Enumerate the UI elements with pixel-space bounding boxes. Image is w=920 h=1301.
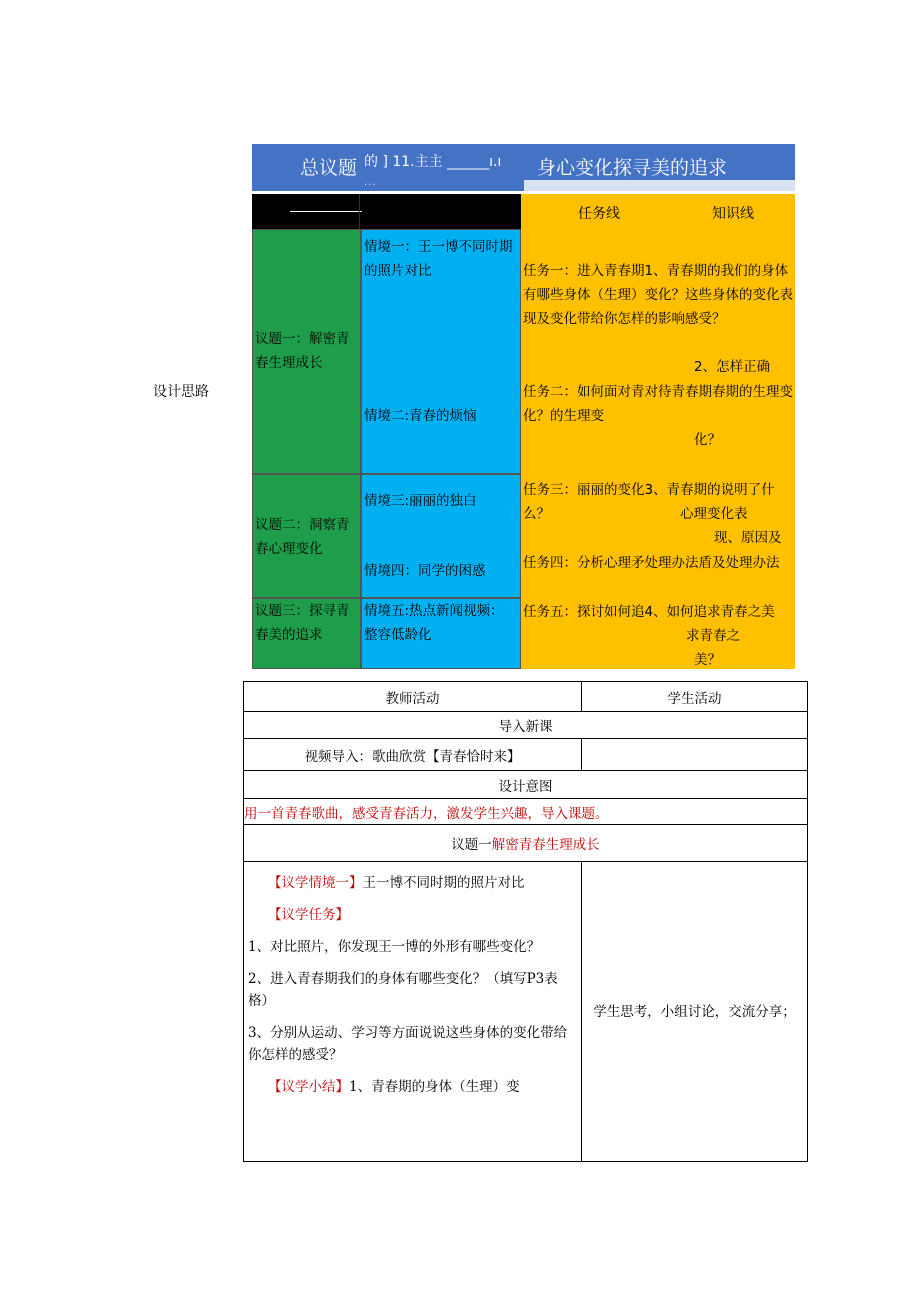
scene1-text: 王一博不同时期的照片对比 (362, 875, 525, 891)
header-line (290, 211, 362, 212)
knowledge-2-end: 化？ (694, 432, 721, 448)
task-1: 任务一：进入青春期1、青春期的我们的身体有哪些身体（生理）变化？这些身体的变化表现及变化带给你怎样的影响感受？ (523, 263, 793, 327)
header-yellow-cell (521, 194, 795, 229)
student-activity-text: 学生思考，小组讨论，交流分享； (582, 862, 808, 1162)
knowledge-3b: 现、原因及 (714, 530, 782, 546)
video-intro-student-cell (582, 739, 808, 771)
header-divider (359, 194, 360, 229)
scene-5: 情境五:热点新闻视频：整容低龄化 (364, 603, 504, 643)
scene-3: 情境三:丽丽的独白 (364, 493, 477, 509)
topic-1: 议题一：解密青春生理成长 (255, 331, 350, 371)
lesson-activity-table (243, 681, 808, 1162)
task-line-header: 任务线 (578, 206, 620, 222)
question-1: 1、对比照片，你发现王一博的外形有哪些变化？ (248, 939, 541, 955)
banner-garbled-text: 的 ] 11.主主 ______ı.ı (364, 154, 502, 170)
design-intent-title: 设计意图 (244, 771, 808, 799)
topic-2: 议题二：洞察青春心理变化 (255, 517, 350, 557)
knowledge-line-header: 知识线 (712, 206, 754, 222)
topic1-teacher-detail (244, 862, 582, 1162)
question-3: 3、分别从运动、学习等方面说说这些身体的变化带给你怎样的感受？ (248, 1025, 568, 1063)
knowledge-3a: 心理变化表 (680, 506, 748, 522)
topic-3: 议题三：探寻青春美的追求 (255, 603, 350, 643)
banner-title: 总议题 (300, 157, 358, 179)
student-activity-header: 学生活动 (582, 682, 808, 712)
banner-faint-text: ... (364, 177, 377, 188)
header-black-cell (252, 194, 521, 229)
intro-title: 导入新课 (244, 712, 808, 739)
banner-subtitle: 身心变化探寻美的追求 (537, 157, 728, 179)
general-topic-banner (252, 144, 795, 191)
task-4: 任务四：分析心理矛处理办法盾及处理办法 (523, 555, 780, 571)
topic1-prefix: 议题一 (451, 837, 492, 853)
banner-strip-left (252, 180, 524, 191)
summary-text: 1、青春期的身体（生理）变 (349, 1079, 520, 1095)
knowledge-4b: 美？ (694, 652, 721, 668)
video-intro: 视频导入：歌曲欣赏【青春恰时来】 (244, 739, 582, 771)
design-intent-text: 用一首青春歌曲，感受青春活力，激发学生兴趣，导入课题。 (244, 799, 808, 825)
topic1-title: 解密青春生理成长 (491, 837, 600, 853)
knowledge-4a: 求青春之 (686, 628, 740, 644)
scene-4: 情境四：同学的困惑 (364, 563, 486, 579)
scene1-tag: 【议学情境一】 (268, 875, 363, 891)
task-tag: 【议学任务】 (268, 907, 349, 923)
knowledge-2: 2、怎样正确 (694, 359, 771, 375)
question-2: 2、进入青春期我们的身体有哪些变化？（填写P3表格） (248, 971, 558, 1009)
task-5: 任务五：探讨如何追4、如何追求青春之美 (523, 604, 775, 620)
design-idea-label: 设计思路 (153, 384, 209, 400)
topic1-row (244, 825, 808, 862)
scene-2: 情境二:青春的烦恼 (364, 408, 477, 424)
scene-1: 情境一：王一博不同时期的照片对比 (364, 239, 513, 279)
summary-tag: 【议学小结】 (268, 1079, 349, 1095)
task-3: 任务三：丽丽的变化3、青春期的说明了什么？ (523, 482, 775, 522)
teacher-activity-header: 教师活动 (244, 682, 582, 712)
task-2: 任务二：如何面对青对待青春期春期的生理变化？的生理变 (523, 384, 793, 424)
